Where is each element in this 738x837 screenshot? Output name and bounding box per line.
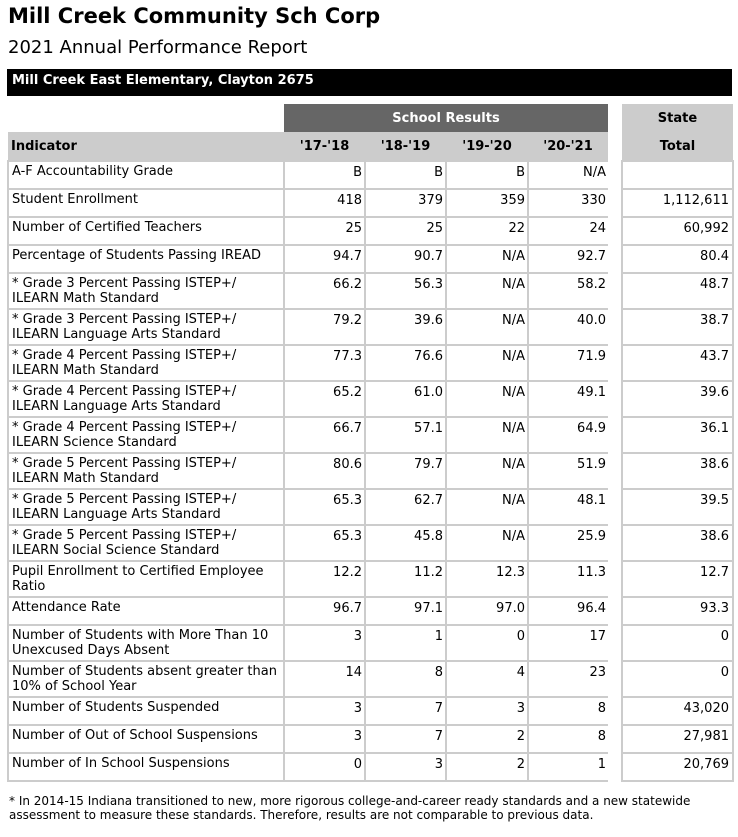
value-cell: 90.7: [365, 245, 446, 273]
value-cell: 17: [528, 625, 608, 661]
value-cell: N/A: [446, 489, 528, 525]
value-cell: 96.4: [528, 597, 608, 625]
table-body: [8, 161, 733, 781]
value-cell: N/A: [446, 381, 528, 417]
value-cell: 97.0: [446, 597, 528, 625]
indicator-cell: Number of Certified Teachers: [8, 217, 284, 245]
value-cell: N/A: [446, 309, 528, 345]
table-row: [8, 217, 733, 245]
indicator-cell: * Grade 4 Percent Passing ISTEP+/ ILEARN Math Standard: [8, 345, 284, 381]
table-row: [8, 189, 733, 217]
value-cell: 0: [284, 753, 365, 781]
indicator-cell: Number of In School Suspensions: [8, 753, 284, 781]
value-cell: 25: [365, 217, 446, 245]
column-header-year: '18-'19: [365, 132, 446, 161]
value-cell: 76.6: [365, 345, 446, 381]
table-row: [8, 625, 733, 661]
value-cell: N/A: [446, 525, 528, 561]
state-total-cell: 43,020: [622, 697, 733, 725]
value-cell: 97.1: [365, 597, 446, 625]
table-row: [8, 273, 733, 309]
value-cell: 51.9: [528, 453, 608, 489]
state-total-cell: 27,981: [622, 725, 733, 753]
table-row: [8, 697, 733, 725]
value-cell: 11.3: [528, 561, 608, 597]
value-cell: 62.7: [365, 489, 446, 525]
school-name-bar: Mill Creek East Elementary, Clayton 2675: [7, 69, 732, 96]
value-cell: 3: [284, 625, 365, 661]
state-total-cell: 43.7: [622, 345, 733, 381]
indicator-cell: * Grade 3 Percent Passing ISTEP+/ ILEARN Math Standard: [8, 273, 284, 309]
value-cell: 40.0: [528, 309, 608, 345]
value-cell: 2: [446, 725, 528, 753]
indicator-cell: * Grade 5 Percent Passing ISTEP+/ ILEARN Social Science Standard: [8, 525, 284, 561]
table-row: [8, 561, 733, 597]
value-cell: 96.7: [284, 597, 365, 625]
value-cell: 79.7: [365, 453, 446, 489]
value-cell: 65.3: [284, 489, 365, 525]
value-cell: 49.1: [528, 381, 608, 417]
value-cell: 12.3: [446, 561, 528, 597]
value-cell: 1: [528, 753, 608, 781]
state-total-cell: 38.6: [622, 453, 733, 489]
value-cell: N/A: [446, 453, 528, 489]
value-cell: 8: [528, 725, 608, 753]
state-total-cell: 20,769: [622, 753, 733, 781]
table-row: [8, 753, 733, 781]
value-cell: 7: [365, 697, 446, 725]
indicator-cell: Percentage of Students Passing IREAD: [8, 245, 284, 273]
value-cell: 57.1: [365, 417, 446, 453]
value-cell: 11.2: [365, 561, 446, 597]
value-cell: 94.7: [284, 245, 365, 273]
indicator-cell: Attendance Rate: [8, 597, 284, 625]
header-spacer: [8, 104, 284, 132]
value-cell: 14: [284, 661, 365, 697]
value-cell: N/A: [446, 245, 528, 273]
table-row: [8, 245, 733, 273]
indicator-cell: * Grade 3 Percent Passing ISTEP+/ ILEARN Language Arts Standard: [8, 309, 284, 345]
column-header-year: '17-'18: [284, 132, 365, 161]
performance-table: [7, 104, 734, 782]
table-row: [8, 345, 733, 381]
table-row: [8, 525, 733, 561]
value-cell: 65.3: [284, 525, 365, 561]
value-cell: 7: [365, 725, 446, 753]
footnote: * In 2014-15 Indiana transitioned to new, more rigorous college-and-career ready standards and a new statewide assessment to measure these standards. Therefore, results are not comparable to previous data.: [9, 794, 691, 822]
state-total-cell: 60,992: [622, 217, 733, 245]
value-cell: 418: [284, 189, 365, 217]
value-cell: 3: [284, 725, 365, 753]
value-cell: 3: [284, 697, 365, 725]
table-row: [8, 725, 733, 753]
report-title: 2021 Annual Performance Report: [8, 37, 308, 58]
state-total-cell: 36.1: [622, 417, 733, 453]
indicator-cell: * Grade 4 Percent Passing ISTEP+/ ILEARN Science Standard: [8, 417, 284, 453]
value-cell: 80.6: [284, 453, 365, 489]
table-row: [8, 309, 733, 345]
column-header-indicator: Indicator: [8, 132, 284, 161]
value-cell: 359: [446, 189, 528, 217]
indicator-cell: * Grade 5 Percent Passing ISTEP+/ ILEARN Math Standard: [8, 453, 284, 489]
indicator-cell: Number of Students absent greater than 10% of School Year: [8, 661, 284, 697]
table-row: [8, 597, 733, 625]
value-cell: B: [284, 161, 365, 189]
state-total-cell: 48.7: [622, 273, 733, 309]
table-row: [8, 453, 733, 489]
value-cell: 379: [365, 189, 446, 217]
state-total-cell: 38.7: [622, 309, 733, 345]
table-row: [8, 381, 733, 417]
value-cell: 8: [528, 697, 608, 725]
value-cell: 39.6: [365, 309, 446, 345]
value-cell: 92.7: [528, 245, 608, 273]
column-header-year: '19-'20: [446, 132, 528, 161]
value-cell: 58.2: [528, 273, 608, 309]
value-cell: 77.3: [284, 345, 365, 381]
value-cell: N/A: [446, 273, 528, 309]
indicator-cell: A-F Accountability Grade: [8, 161, 284, 189]
indicator-cell: Number of Students Suspended: [8, 697, 284, 725]
value-cell: 23: [528, 661, 608, 697]
indicator-cell: Pupil Enrollment to Certified Employee Ratio: [8, 561, 284, 597]
value-cell: B: [446, 161, 528, 189]
value-cell: 24: [528, 217, 608, 245]
corporation-title: Mill Creek Community Sch Corp: [8, 4, 381, 28]
value-cell: 1: [365, 625, 446, 661]
value-cell: 71.9: [528, 345, 608, 381]
value-cell: 61.0: [365, 381, 446, 417]
indicator-cell: * Grade 4 Percent Passing ISTEP+/ ILEARN Language Arts Standard: [8, 381, 284, 417]
state-total-cell: 39.6: [622, 381, 733, 417]
value-cell: B: [365, 161, 446, 189]
value-cell: 330: [528, 189, 608, 217]
value-cell: 0: [446, 625, 528, 661]
value-cell: 3: [365, 753, 446, 781]
state-total-cell: 0: [622, 661, 733, 697]
value-cell: 56.3: [365, 273, 446, 309]
value-cell: 66.7: [284, 417, 365, 453]
value-cell: 48.1: [528, 489, 608, 525]
state-total-cell: 93.3: [622, 597, 733, 625]
state-header: State: [622, 104, 733, 132]
value-cell: 64.9: [528, 417, 608, 453]
indicator-cell: Number of Students with More Than 10 Unexcused Days Absent: [8, 625, 284, 661]
value-cell: 8: [365, 661, 446, 697]
indicator-cell: Student Enrollment: [8, 189, 284, 217]
value-cell: N/A: [528, 161, 608, 189]
value-cell: 2: [446, 753, 528, 781]
value-cell: N/A: [446, 417, 528, 453]
state-total-cell: 39.5: [622, 489, 733, 525]
table-row: [8, 661, 733, 697]
value-cell: N/A: [446, 345, 528, 381]
state-total-cell: 80.4: [622, 245, 733, 273]
column-header-year: '20-'21: [528, 132, 608, 161]
value-cell: 4: [446, 661, 528, 697]
value-cell: 12.2: [284, 561, 365, 597]
school-results-header: School Results: [284, 104, 608, 132]
value-cell: 25: [284, 217, 365, 245]
indicator-cell: Number of Out of School Suspensions: [8, 725, 284, 753]
value-cell: 22: [446, 217, 528, 245]
value-cell: 66.2: [284, 273, 365, 309]
value-cell: 65.2: [284, 381, 365, 417]
value-cell: 25.9: [528, 525, 608, 561]
value-cell: 3: [446, 697, 528, 725]
state-total-cell: [622, 161, 733, 189]
value-cell: 79.2: [284, 309, 365, 345]
state-total-cell: 38.6: [622, 525, 733, 561]
column-header-total: Total: [622, 132, 733, 161]
table-row: [8, 417, 733, 453]
state-total-cell: 0: [622, 625, 733, 661]
value-cell: 45.8: [365, 525, 446, 561]
state-total-cell: 12.7: [622, 561, 733, 597]
table-row: [8, 489, 733, 525]
indicator-cell: * Grade 5 Percent Passing ISTEP+/ ILEARN Language Arts Standard: [8, 489, 284, 525]
table-row: [8, 161, 733, 189]
state-total-cell: 1,112,611: [622, 189, 733, 217]
